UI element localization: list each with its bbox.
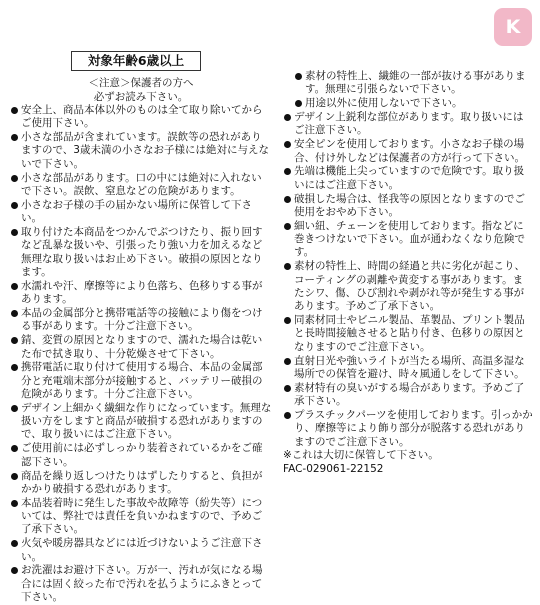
parent-notice bbox=[10, 76, 272, 104]
caution-item: 安全上、商品本体以外のものは全て取り除いてからご使用下さい。 bbox=[10, 104, 272, 131]
caution-item: 本品装着時に発生した事故や故障等（紛失等）については、弊社では責任を負いかねますので、予めご了承下さい。 bbox=[10, 497, 272, 537]
caution-item: 小さな部品が含まれています。誤飲等の恐れがありますので、3歳未満の小さなお子様には絶対に与えないで下さい。 bbox=[10, 131, 272, 171]
notice-heading: ＜注意＞保護者の方へ bbox=[88, 77, 194, 89]
caution-item: 直射日光や強いライトが当たる場所、高温多湿な場所での保管を避け、時々風通しをして下さい。 bbox=[283, 355, 533, 382]
logo-letter: K bbox=[505, 16, 521, 38]
age-rating-title: 対象年齢6歳以上 bbox=[71, 51, 201, 71]
caution-item: 用途以外に使用しないで下さい。 bbox=[283, 97, 533, 110]
caution-item: 水濡れや汗、摩擦等により色落ち、色移りする事があります。 bbox=[10, 280, 272, 307]
caution-item: 取り付けた本商品をつかんでぶつけたり、振り回すなど乱暴な扱いや、引張ったり強い力を加えるなど無理な取り扱いはお止め下さい。破損の原因となります。 bbox=[10, 226, 272, 279]
caution-item: プラスチックパーツを使用しております。引っかかり、摩擦等により飾り部分が脱落する恐れがありますのでご注意下さい。 bbox=[283, 409, 533, 449]
caution-item: 小さなお子様の手の届かない場所に保管して下さい。 bbox=[10, 199, 272, 226]
caution-item: 錆、変質の原因となりますので、濡れた場合は乾いた布で拭き取り、十分乾燥させて下さい。 bbox=[10, 334, 272, 361]
brand-logo bbox=[494, 8, 532, 46]
caution-item: 素材の特性上、時間の経過と共に劣化が起こり、コーティングの剥離や黄変する事があります。またシワ、傷、ひび割れや剥がれ等が発生する事があります。予めご了承下さい。 bbox=[283, 260, 533, 313]
caution-item: 同素材同士やビニル製品、革製品、プリント製品と長時間接触させると貼り付き、色移りの原因となりますのでご注意下さい。 bbox=[283, 314, 533, 354]
right-caution-list bbox=[283, 70, 533, 477]
storage-note: ※これは大切に保管して下さい。 bbox=[283, 449, 439, 462]
caution-item: ご使用前には必ずしっかり装着されているかをご確認下さい。 bbox=[10, 442, 272, 469]
caution-item: 素材特有の臭いがする場合があります。予めご了承下さい。 bbox=[283, 382, 533, 409]
caution-item: 先端は機能上尖っていますので危険です。取り扱いにはご注意下さい。 bbox=[283, 165, 533, 192]
caution-item: 本品の金属部分と携帯電話等の接触により傷をつける事があります。十分ご注意下さい。 bbox=[10, 307, 272, 334]
caution-item: 安全ピンを使用しております。小さなお子様の場合、付け外しなどは保護者の方が行って下さい。 bbox=[283, 138, 533, 165]
caution-item: 素材の特性上、繊維の一部が抜ける事があります。無理に引張らないで下さい。 bbox=[283, 70, 533, 97]
product-code: FAC-029061-22152 bbox=[283, 463, 384, 476]
caution-item: デザイン上細かく繊細な作りになっています。無理な扱い方をしますと商品が破損する恐れがありますので、取り扱いにはご注意下さい。 bbox=[10, 402, 272, 442]
caution-item: 小さな部品があります。口の中には絶対に入れないで下さい。誤飲、窒息などの危険があります。 bbox=[10, 172, 272, 199]
caution-item: デザイン上鋭利な部位があります。取り扱いにはご注意下さい。 bbox=[283, 111, 533, 138]
caution-item: お洗濯はお避け下さい。万が一、汚れが気になる場合には固く絞った布で汚れを払うようにふきとって下さい。 bbox=[10, 564, 272, 604]
caution-item: 携帯電話に取り付けて使用する場合、本品の金属部分と充電端末部分が接触すると、バッテリー破損の危険があります。十分ご注意下さい。 bbox=[10, 361, 272, 401]
caution-item: 商品を繰り返しつけたりはずしたりすると、負担がかかり破損する恐れがあります。 bbox=[10, 470, 272, 497]
caution-item: 破損した場合は、怪我等の原因となりますのでご使用をおやめ下さい。 bbox=[283, 193, 533, 220]
caution-item: 細い紐、チェーンを使用しております。指などに巻きつけないで下さい。血が通わなくなり危険です。 bbox=[283, 220, 533, 260]
notice-subheading: 必ずお読み下さい。 bbox=[93, 91, 189, 103]
left-caution-list bbox=[10, 104, 272, 605]
caution-item: 火気や暖房器具などには近づけないようご注意下さい。 bbox=[10, 537, 272, 564]
